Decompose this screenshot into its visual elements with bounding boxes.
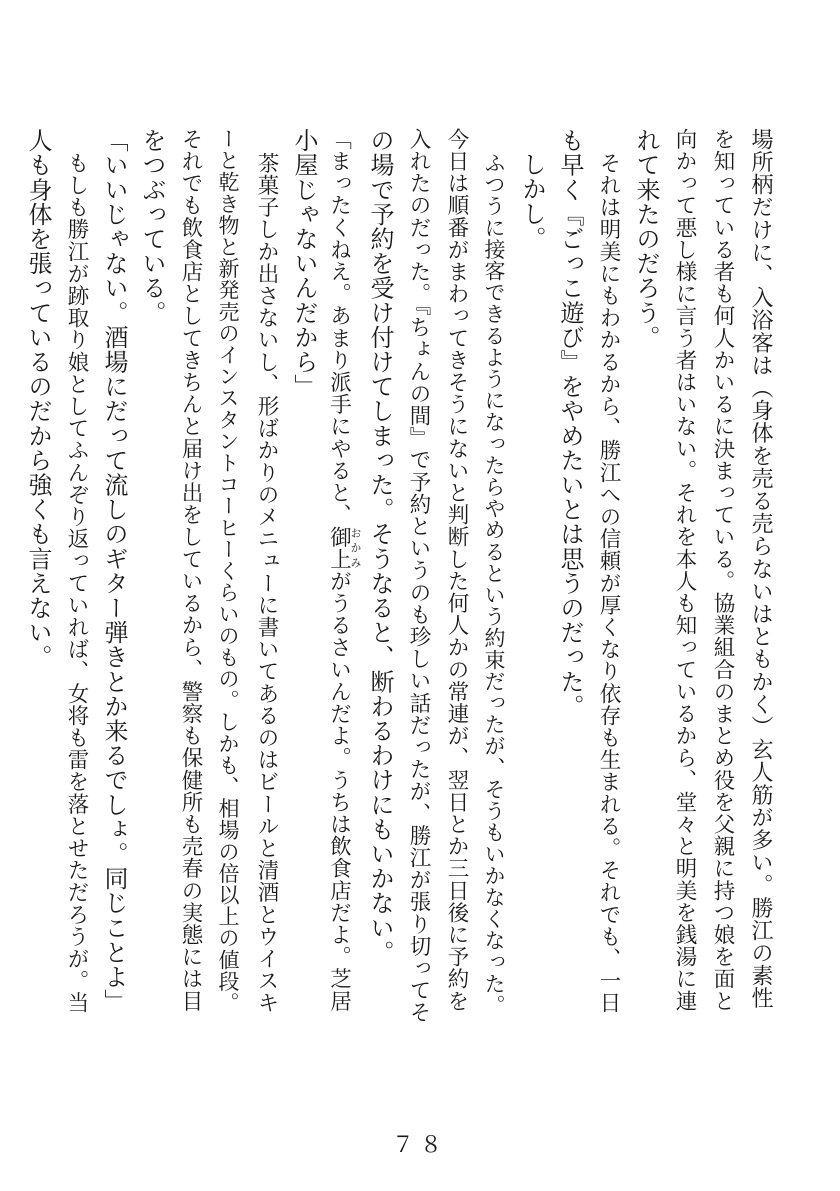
text-line: ーと乾き物と新発売のインスタントコーヒーくらいのもの。しかも、相場の倍以上の値段。 [216, 128, 240, 1014]
text-line: も早く『ごっこ遊び』をやめたいとは思うのだった。 [556, 128, 584, 719]
vertical-body-text [24, 128, 780, 1028]
text-line: 場所柄だけに、入浴客は（身体を売る売らないはともかく）玄人筋が多い。勝江の素性 [748, 128, 773, 1010]
text-line: 向かって悪し様に言う者はいない。それを本人も知っているから、堂々と明美を銭湯に連 [672, 128, 697, 1012]
text-line: もしも勝江が跡取り娘としてふんぞり返っていれば、女将も雷を落とせただろうが。当 [64, 152, 89, 1014]
text-line: しかし。 [518, 152, 546, 251]
text-segment: 「まったくねえ。あまり派手にやると、 [326, 128, 352, 526]
text-line: 「いいじゃない。酒場にだって流しのギター弾きとか来るでしょ。同じことよ」 [100, 128, 128, 1014]
text-line: 小屋じゃないんだから」 [290, 128, 318, 399]
text-segment: がうるさいんだよ。うちは飲食店だよ。芝居 [326, 570, 352, 1013]
text-line: を知っている者も何人かいるに決まっている。協業組合のまとめ役を父親に持つ娘を面と [710, 128, 735, 1012]
text-line: ふつうに接客できるようになったらやめるという約束だったが、そうもいかなくなった。 [482, 152, 506, 1016]
text-line: 今日は順番がまわってきそうにないと判断した何人かの常連が、翌日とか三日後に予約を [444, 128, 469, 1012]
page-number: ７８ [391, 1133, 448, 1158]
text-line: 人も身体を張っているのだから強くも言えない。 [24, 128, 52, 670]
text-line: 入れたのだった。『ちょんの間』で予約というのも珍しい話だったが、勝江が張り切ってそ [406, 128, 431, 1024]
text-line-with-ruby [322, 128, 362, 1012]
text-line: れて来たのだろう。 [632, 128, 660, 350]
ruby-word [326, 525, 363, 571]
text-line: 茶菓子しか出さないし、形ばかりのメニューに書いてあるのはビールと清酒とウイスキ [254, 152, 279, 1014]
text-line: それでも飲食店としてきちんと届け出をしているから、警察も保健所も売春の実態には目 [178, 128, 203, 1012]
ruby-reading: おかみ [349, 525, 363, 571]
text-line: それは明美にもわかるから、勝江への信頼が厚くなり依存も生まれる。それでも、一日 [596, 152, 621, 1014]
ruby-base: 御上 [326, 525, 352, 571]
text-line: の場で予約を受け付けてしまった。そうなると、断わるわけにもいかない。 [366, 128, 394, 965]
text-line: をつぶっている。 [138, 128, 166, 325]
